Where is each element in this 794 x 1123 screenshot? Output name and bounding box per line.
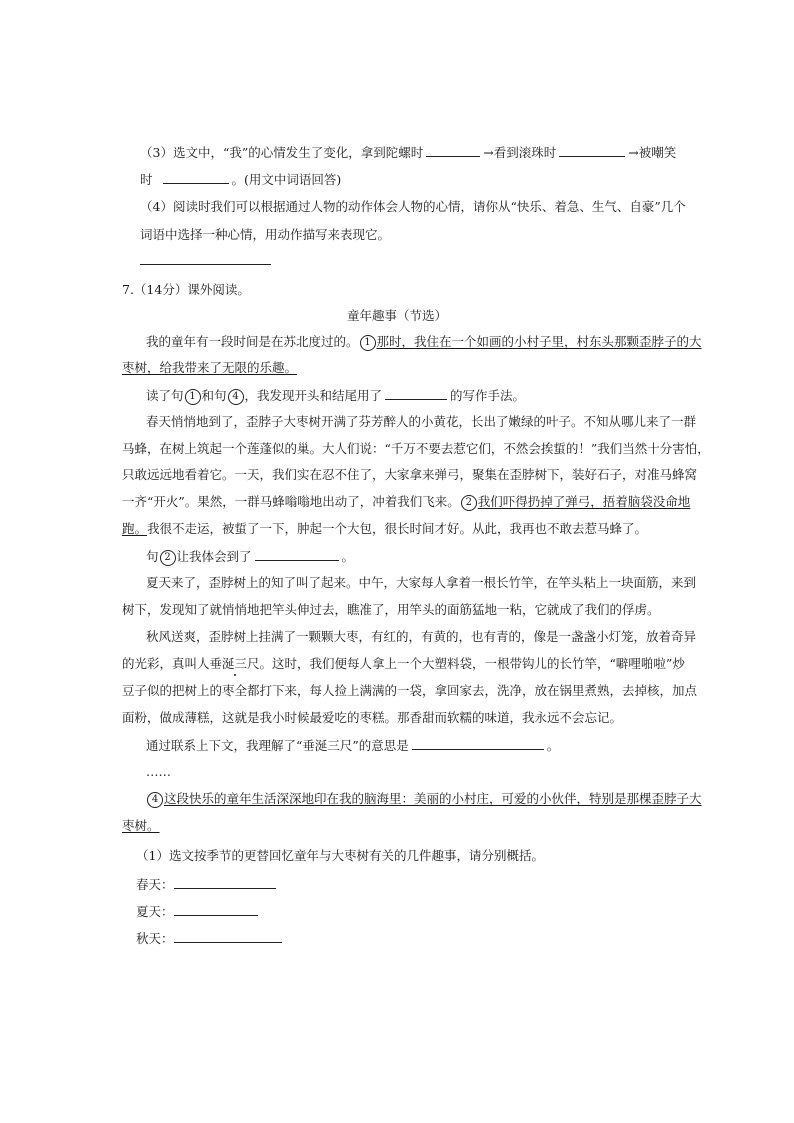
q4-line2: 词语中选择一种心情，用动作描写来表现它。 — [140, 227, 391, 242]
answer-line-q4[interactable] — [140, 264, 271, 265]
question-b: 句 2 让我体会到了 。 — [146, 549, 355, 564]
passage-title: 童年趣事（节选） — [346, 308, 447, 323]
passage-p8-line2: 枣树。 — [122, 818, 160, 833]
passage-p1-line1: 我的童年有一段时间是在苏北度过的。 1 那时，我住在一个如画的小村子里，村东头那颗歪脖子的大 — [146, 334, 702, 349]
circled-number-2: 2 — [461, 495, 477, 511]
answer-line-spring[interactable] — [174, 876, 276, 889]
passage-p3-line1: 春天悄悄地到了，歪脖子大枣树开满了芬芳醉人的小黄花，长出了嫩绿的叶子。不知从哪儿来了一群 — [146, 414, 697, 429]
question-7-header: 7.（14分）课外阅读。 — [122, 282, 250, 297]
answer-blank-b[interactable] — [255, 548, 339, 561]
answer-blank-c[interactable] — [412, 737, 544, 750]
passage-p3-line4: 一齐“开火”。果然，一群马蜂嗡嗡地出动了，冲着我们飞来。 2 我们吓得扔掉了弹弓，捂着脑袋没命地 — [122, 494, 691, 509]
answer-line-summer[interactable] — [174, 903, 258, 916]
passage-p5-line1: 夏天来了，歪脖树上的知了叫了起来。中午，大家每人拿着一根长竹竿，在竿头粘上一块面筋，来到 — [146, 575, 697, 590]
passage-p5-line2: 树下，发现知了就悄悄地把竿头伸过去，瞧准了，用竿头的面筋猛地一粘，它就成了我们的俘虏。 — [122, 602, 660, 617]
q4-line1: （4）阅读时我们可以根据通过人物的动作体会人物的心情，请你从“快乐、着急、生气、自豪”几个 — [140, 199, 686, 214]
circled-number-1: 1 — [360, 335, 376, 351]
passage-p6-line4: 面粉，做成薄糕，这就是我小时候最爱吃的枣糕。那香甜而软糯的味道，我永远不会忘记。 — [122, 710, 623, 725]
passage-p6-line1: 秋风送爽，歪脖树上挂满了一颗颗大枣，有红的，有黄的，也有青的，像是一盏盏小灯笼，放着奇异 — [146, 629, 697, 644]
passage-p3-line2: 马蜂，在树上筑起一个莲蓬似的巢。大人们说：“千万不要去惹它们，不然会挨蜇的！”我们当然十分害怕， — [122, 441, 710, 456]
question-c: 通过联系上下文，我理解了“垂涎三尺”的意思是 。 — [146, 738, 560, 753]
circled-number-1: 1 — [185, 389, 201, 405]
passage-p8-line1: 4 这段快乐的童年生活深深地印在我的脑海里：美丽的小村庄，可爱的小伙伴，特别是那棵歪脖子大 — [146, 791, 702, 808]
q3-line2: 时 。(用文中词语回答) — [140, 172, 342, 187]
q3-line1: （3）选文中，“我”的心情发生了变化，拿到陀螺时 →看到滚珠时 →被嘲笑 — [140, 145, 677, 160]
answer-spring: 春天： — [136, 876, 279, 893]
passage-p1-line2: 枣树，给我带来了无限的乐趣。 — [122, 360, 298, 375]
ellipsis: …… — [146, 764, 171, 779]
emphasized-phrase: 垂涎三尺 — [209, 656, 260, 671]
answer-blank-q3-3[interactable] — [163, 171, 229, 184]
answer-blank-q3-1[interactable] — [426, 144, 480, 157]
answer-blank-a[interactable] — [385, 387, 447, 400]
passage-p3-line3: 只敢远远地看着它。一天，我们实在忍不住了，大家拿来弹弓，聚集在歪脖树下，装好石子，对准马蜂窝 — [122, 467, 698, 482]
answer-autumn: 秋天： — [136, 930, 285, 947]
answer-line-autumn[interactable] — [174, 930, 282, 943]
passage-p6-line2: 的光彩，真叫人垂涎三尺。这时，我们便每人拿上一个大塑料袋，一根带钩儿的长竹竿，“噼哩啪啦”炒 — [122, 656, 685, 671]
question-a: 读了句 1 和句 4 ，我发现开头和结尾用了 的写作手法。 — [146, 388, 526, 403]
passage-p6-line3: 豆子似的把树上的枣全都打下来，每人捡上满满的一袋，拿回家去，洗净，放在锅里煮熟，去掉核，加点 — [122, 683, 698, 698]
circled-number-4: 4 — [228, 389, 244, 405]
answer-summer: 夏天： — [136, 903, 261, 920]
answer-blank-q3-2[interactable] — [559, 144, 625, 157]
circled-number-4: 4 — [147, 792, 163, 808]
passage-p3-line5: 跑。我很不走运，被蜇了一下，肿起一个大包，很长时间才好。从此，我再也不敢去惹马蜂了。 — [122, 521, 648, 536]
sub-question-1: （1）选文按季节的更替回忆童年与大枣树有关的几件趣事，请分别概括。 — [136, 848, 544, 863]
circled-number-2: 2 — [160, 550, 176, 566]
